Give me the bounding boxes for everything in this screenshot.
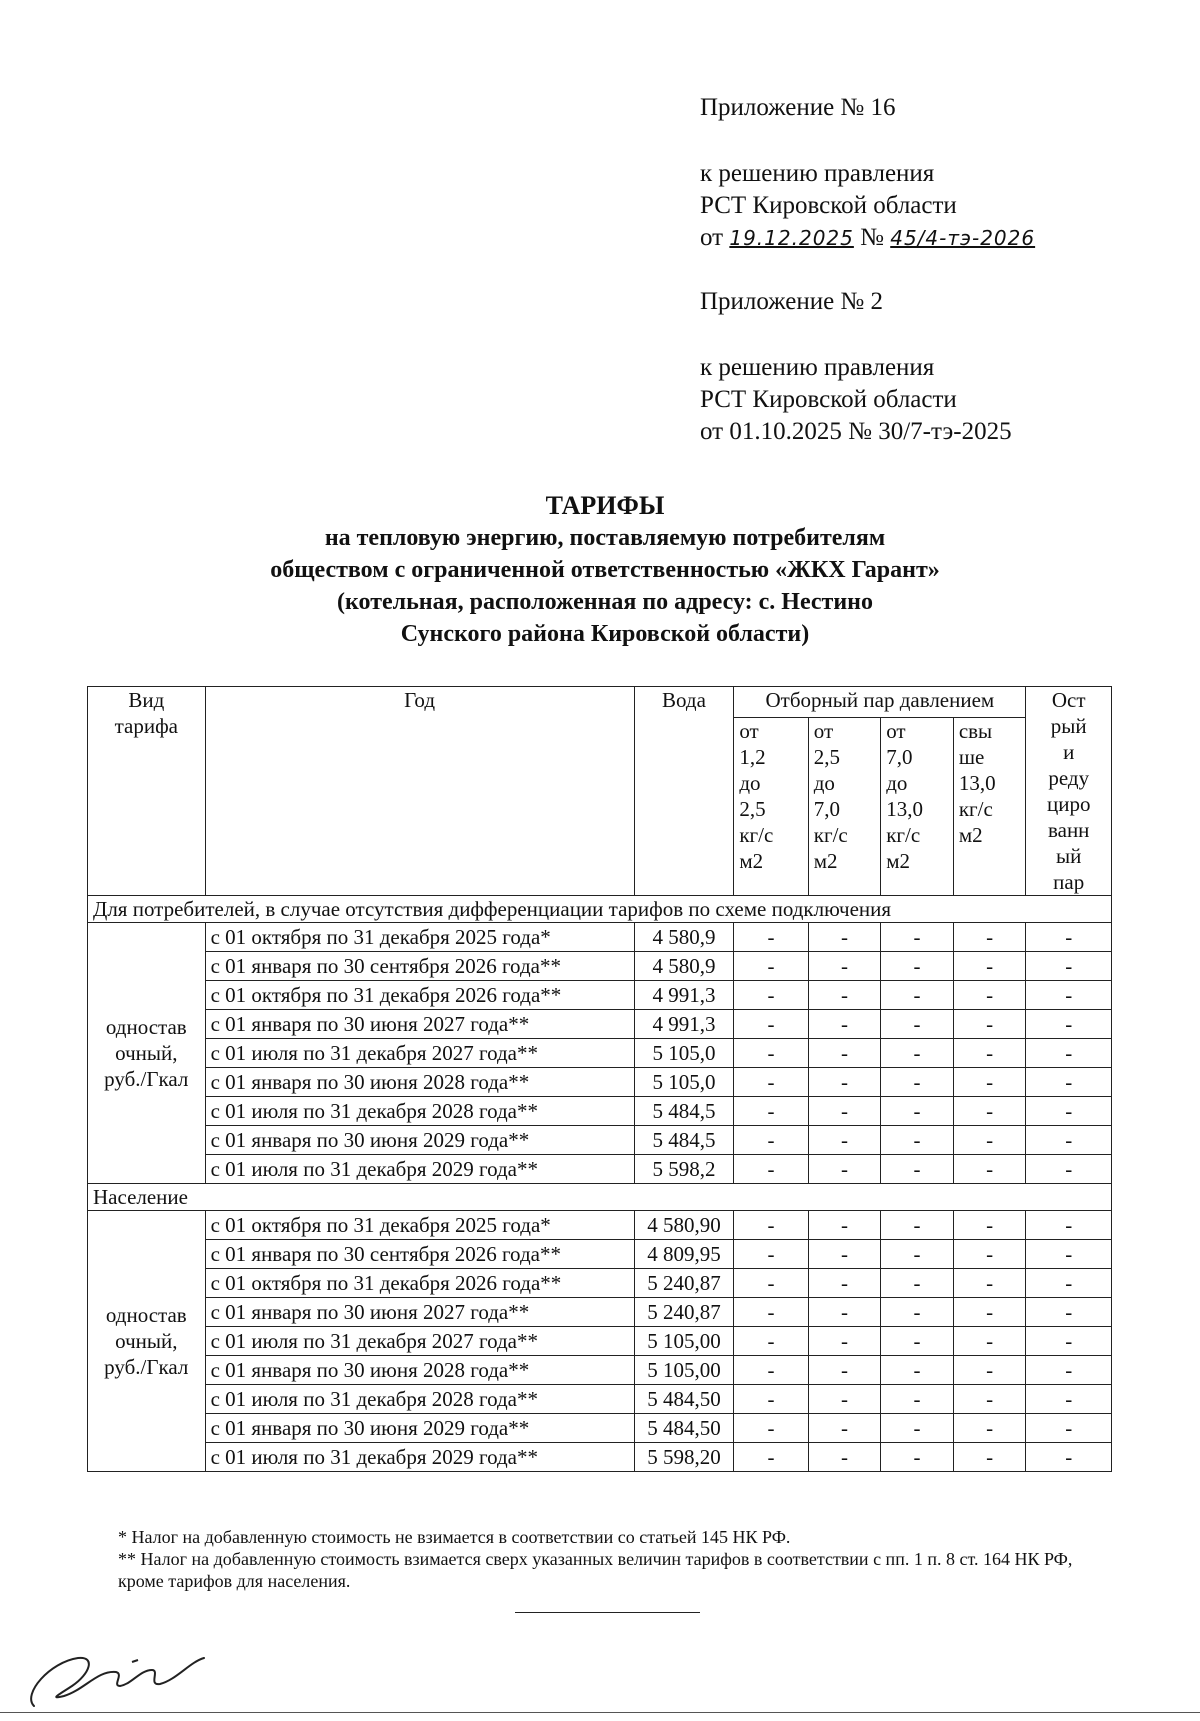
title-line-1: на тепловую энергию, поставляемую потребителям <box>324 525 886 551</box>
table-row <box>88 1010 1112 1039</box>
empty-tariff-cell: - <box>881 952 954 981</box>
section-title: Население <box>88 1184 1112 1211</box>
empty-tariff-cell: - <box>953 1155 1026 1184</box>
empty-tariff-cell: - <box>1026 923 1112 952</box>
empty-tariff-cell: - <box>953 1068 1026 1097</box>
footnotes <box>118 1526 1098 1592</box>
empty-tariff-cell: - <box>953 1097 1026 1126</box>
appendix-16-label: Приложение № 16 <box>700 94 896 121</box>
water-value-cell: 4 809,95 <box>634 1240 734 1269</box>
empty-tariff-cell: - <box>1026 981 1112 1010</box>
empty-tariff-cell: - <box>881 1039 954 1068</box>
table-row <box>88 1327 1112 1356</box>
empty-tariff-cell: - <box>953 1269 1026 1298</box>
empty-tariff-cell: - <box>953 952 1026 981</box>
empty-tariff-cell: - <box>734 1443 808 1472</box>
col-header-steam: Отборный пар давлением <box>734 687 1026 718</box>
footnote-1: * Налог на добавленную стоимость не взимается в соответствии со статьей 145 НК РФ. <box>118 1527 791 1547</box>
empty-tariff-cell: - <box>881 1327 954 1356</box>
section-row <box>88 896 1112 923</box>
empty-tariff-cell: - <box>734 1126 808 1155</box>
empty-tariff-cell: - <box>808 1414 880 1443</box>
decision-date-line: от 19.12.2025 № 45/4-тэ-2026 <box>700 224 1036 251</box>
decision-ref-2: от 01.10.2025 № 30/7-тэ-2025 <box>700 418 1012 445</box>
empty-tariff-cell: - <box>1026 1327 1112 1356</box>
empty-tariff-cell: - <box>881 1385 954 1414</box>
signature-mark <box>20 1640 230 1712</box>
col-header-kind: Вид тарифа <box>88 687 206 896</box>
period-cell: с 01 января по 30 июня 2029 года** <box>205 1126 634 1155</box>
appendix-header <box>700 92 896 124</box>
document-title <box>90 490 1120 650</box>
empty-tariff-cell: - <box>953 1443 1026 1472</box>
decision-block-1 <box>700 158 1035 254</box>
period-cell: с 01 июля по 31 декабря 2029 года** <box>205 1155 634 1184</box>
empty-tariff-cell: - <box>1026 1443 1112 1472</box>
empty-tariff-cell: - <box>1026 952 1112 981</box>
period-cell: с 01 октября по 31 декабря 2026 года** <box>205 981 634 1010</box>
empty-tariff-cell: - <box>808 1240 880 1269</box>
empty-tariff-cell: - <box>1026 1414 1112 1443</box>
tariff-table <box>87 686 1112 1472</box>
water-value-cell: 5 105,00 <box>634 1356 734 1385</box>
empty-tariff-cell: - <box>1026 1211 1112 1240</box>
table-row <box>88 923 1112 952</box>
empty-tariff-cell: - <box>808 1385 880 1414</box>
title-line-4: Сунского района Кировской области) <box>400 621 810 647</box>
empty-tariff-cell: - <box>953 1327 1026 1356</box>
handwritten-number: 45/4-тэ-2026 <box>890 226 1036 250</box>
empty-tariff-cell: - <box>953 1126 1026 1155</box>
empty-tariff-cell: - <box>734 1240 808 1269</box>
period-cell: с 01 июля по 31 декабря 2027 года** <box>205 1327 634 1356</box>
empty-tariff-cell: - <box>734 1097 808 1126</box>
water-value-cell: 5 240,87 <box>634 1269 734 1298</box>
period-cell: с 01 января по 30 сентября 2026 года** <box>205 1240 634 1269</box>
footnote-2: ** Налог на добавленную стоимость взимается сверх указанных величин тарифов в соответствии с пп. 1 п. 8 ст. 164 НК РФ, кроме тарифов для населения. <box>118 1549 1073 1591</box>
col-header-steam-1: от 1,2 до 2,5 кг/с м2 <box>734 717 808 895</box>
water-value-cell: 5 105,0 <box>634 1068 734 1097</box>
empty-tariff-cell: - <box>953 981 1026 1010</box>
authority-label-2: РСТ Кировской области <box>700 386 957 413</box>
table-row <box>88 1414 1112 1443</box>
empty-tariff-cell: - <box>734 952 808 981</box>
empty-tariff-cell: - <box>953 1240 1026 1269</box>
empty-tariff-cell: - <box>881 1269 954 1298</box>
col-header-year: Год <box>205 687 634 896</box>
empty-tariff-cell: - <box>1026 1097 1112 1126</box>
empty-tariff-cell: - <box>881 1010 954 1039</box>
empty-tariff-cell: - <box>808 1443 880 1472</box>
period-cell: с 01 января по 30 июня 2028 года** <box>205 1356 634 1385</box>
period-cell: с 01 января по 30 сентября 2026 года** <box>205 952 634 981</box>
empty-tariff-cell: - <box>734 1298 808 1327</box>
water-value-cell: 5 598,20 <box>634 1443 734 1472</box>
period-cell: с 01 октября по 31 декабря 2026 года** <box>205 1269 634 1298</box>
empty-tariff-cell: - <box>881 1097 954 1126</box>
table-row <box>88 952 1112 981</box>
water-value-cell: 5 598,2 <box>634 1155 734 1184</box>
page-bottom-edge <box>0 1712 1200 1713</box>
empty-tariff-cell: - <box>808 1211 880 1240</box>
empty-tariff-cell: - <box>953 1039 1026 1068</box>
col-header-steam-3: от 7,0 до 13,0 кг/с м2 <box>881 717 954 895</box>
empty-tariff-cell: - <box>808 1298 880 1327</box>
empty-tariff-cell: - <box>808 952 880 981</box>
empty-tariff-cell: - <box>808 1097 880 1126</box>
empty-tariff-cell: - <box>808 1356 880 1385</box>
empty-tariff-cell: - <box>808 1155 880 1184</box>
decision-label-2: к решению правления <box>700 354 935 381</box>
col-header-steam-4: свы ше 13,0 кг/с м2 <box>953 717 1026 895</box>
empty-tariff-cell: - <box>881 1126 954 1155</box>
section-title: Для потребителей, в случае отсутствия дифференциации тарифов по схеме подключения <box>88 896 1112 923</box>
period-cell: с 01 июля по 31 декабря 2027 года** <box>205 1039 634 1068</box>
empty-tariff-cell: - <box>808 1269 880 1298</box>
water-value-cell: 4 991,3 <box>634 981 734 1010</box>
table-row <box>88 1211 1112 1240</box>
empty-tariff-cell: - <box>1026 1298 1112 1327</box>
tariff-kind-cell: одностав очный, руб./Гкал <box>88 923 206 1184</box>
table-row <box>88 1155 1112 1184</box>
empty-tariff-cell: - <box>953 1356 1026 1385</box>
period-cell: с 01 июля по 31 декабря 2028 года** <box>205 1385 634 1414</box>
empty-tariff-cell: - <box>1026 1126 1112 1155</box>
water-value-cell: 5 240,87 <box>634 1298 734 1327</box>
table-row <box>88 981 1112 1010</box>
water-value-cell: 5 484,5 <box>634 1126 734 1155</box>
empty-tariff-cell: - <box>734 1010 808 1039</box>
empty-tariff-cell: - <box>734 1269 808 1298</box>
table-row <box>88 1126 1112 1155</box>
water-value-cell: 5 105,00 <box>634 1327 734 1356</box>
empty-tariff-cell: - <box>808 923 880 952</box>
empty-tariff-cell: - <box>734 1155 808 1184</box>
empty-tariff-cell: - <box>1026 1155 1112 1184</box>
empty-tariff-cell: - <box>734 923 808 952</box>
empty-tariff-cell: - <box>808 981 880 1010</box>
table-row <box>88 1240 1112 1269</box>
tariff-kind-cell: одностав очный, руб./Гкал <box>88 1211 206 1472</box>
empty-tariff-cell: - <box>881 1155 954 1184</box>
empty-tariff-cell: - <box>881 1240 954 1269</box>
col-header-water: Вода <box>634 687 734 896</box>
empty-tariff-cell: - <box>881 1068 954 1097</box>
water-value-cell: 5 484,50 <box>634 1385 734 1414</box>
empty-tariff-cell: - <box>1026 1385 1112 1414</box>
appendix-2-block <box>700 286 883 318</box>
empty-tariff-cell: - <box>734 1414 808 1443</box>
empty-tariff-cell: - <box>734 1039 808 1068</box>
period-cell: с 01 января по 30 июня 2028 года** <box>205 1068 634 1097</box>
empty-tariff-cell: - <box>1026 1356 1112 1385</box>
water-value-cell: 5 105,0 <box>634 1039 734 1068</box>
water-value-cell: 5 484,50 <box>634 1414 734 1443</box>
empty-tariff-cell: - <box>953 1298 1026 1327</box>
empty-tariff-cell: - <box>881 1211 954 1240</box>
water-value-cell: 4 580,9 <box>634 952 734 981</box>
title-line-3: (котельная, расположенная по адресу: с. Нестино <box>337 589 873 615</box>
empty-tariff-cell: - <box>808 1327 880 1356</box>
empty-tariff-cell: - <box>734 1385 808 1414</box>
empty-tariff-cell: - <box>881 1443 954 1472</box>
period-cell: с 01 июля по 31 декабря 2028 года** <box>205 1097 634 1126</box>
empty-tariff-cell: - <box>1026 1039 1112 1068</box>
empty-tariff-cell: - <box>808 1068 880 1097</box>
empty-tariff-cell: - <box>881 923 954 952</box>
table-row <box>88 1039 1112 1068</box>
table-row <box>88 1298 1112 1327</box>
empty-tariff-cell: - <box>808 1010 880 1039</box>
water-value-cell: 4 580,90 <box>634 1211 734 1240</box>
empty-tariff-cell: - <box>881 1356 954 1385</box>
title-main: ТАРИФЫ <box>545 491 665 520</box>
appendix-2-label: Приложение № 2 <box>700 288 884 315</box>
period-cell: с 01 октября по 31 декабря 2025 года* <box>205 923 634 952</box>
col-header-live-steam: Ост рый и реду циро ванн ый пар <box>1026 687 1112 896</box>
col-header-steam-2: от 2,5 до 7,0 кг/с м2 <box>808 717 880 895</box>
header-row-1 <box>88 687 1112 718</box>
empty-tariff-cell: - <box>734 1327 808 1356</box>
empty-tariff-cell: - <box>881 1414 954 1443</box>
period-cell: с 01 июля по 31 декабря 2029 года** <box>205 1443 634 1472</box>
empty-tariff-cell: - <box>953 1414 1026 1443</box>
empty-tariff-cell: - <box>953 923 1026 952</box>
empty-tariff-cell: - <box>1026 1068 1112 1097</box>
empty-tariff-cell: - <box>734 1356 808 1385</box>
title-line-2: обществом с ограниченной ответственностью «ЖКХ Гарант» <box>270 557 940 583</box>
empty-tariff-cell: - <box>881 981 954 1010</box>
water-value-cell: 4 991,3 <box>634 1010 734 1039</box>
empty-tariff-cell: - <box>808 1039 880 1068</box>
empty-tariff-cell: - <box>1026 1269 1112 1298</box>
period-cell: с 01 октября по 31 декабря 2025 года* <box>205 1211 634 1240</box>
table-row <box>88 1269 1112 1298</box>
decision-label: к решению правления <box>700 160 935 187</box>
period-cell: с 01 января по 30 июня 2029 года** <box>205 1414 634 1443</box>
empty-tariff-cell: - <box>1026 1240 1112 1269</box>
empty-tariff-cell: - <box>734 1211 808 1240</box>
section-row <box>88 1184 1112 1211</box>
period-cell: с 01 января по 30 июня 2027 года** <box>205 1298 634 1327</box>
empty-tariff-cell: - <box>808 1126 880 1155</box>
table-row <box>88 1443 1112 1472</box>
empty-tariff-cell: - <box>881 1298 954 1327</box>
empty-tariff-cell: - <box>953 1211 1026 1240</box>
water-value-cell: 4 580,9 <box>634 923 734 952</box>
decision-block-2 <box>700 352 1012 448</box>
separator-line <box>515 1612 700 1613</box>
period-cell: с 01 января по 30 июня 2027 года** <box>205 1010 634 1039</box>
table-row <box>88 1385 1112 1414</box>
authority-label: РСТ Кировской области <box>700 192 957 219</box>
empty-tariff-cell: - <box>734 981 808 1010</box>
empty-tariff-cell: - <box>1026 1010 1112 1039</box>
table-row <box>88 1068 1112 1097</box>
empty-tariff-cell: - <box>953 1010 1026 1039</box>
handwritten-date: 19.12.2025 <box>729 226 854 250</box>
table-row <box>88 1097 1112 1126</box>
empty-tariff-cell: - <box>734 1068 808 1097</box>
empty-tariff-cell: - <box>953 1385 1026 1414</box>
water-value-cell: 5 484,5 <box>634 1097 734 1126</box>
table-row <box>88 1356 1112 1385</box>
